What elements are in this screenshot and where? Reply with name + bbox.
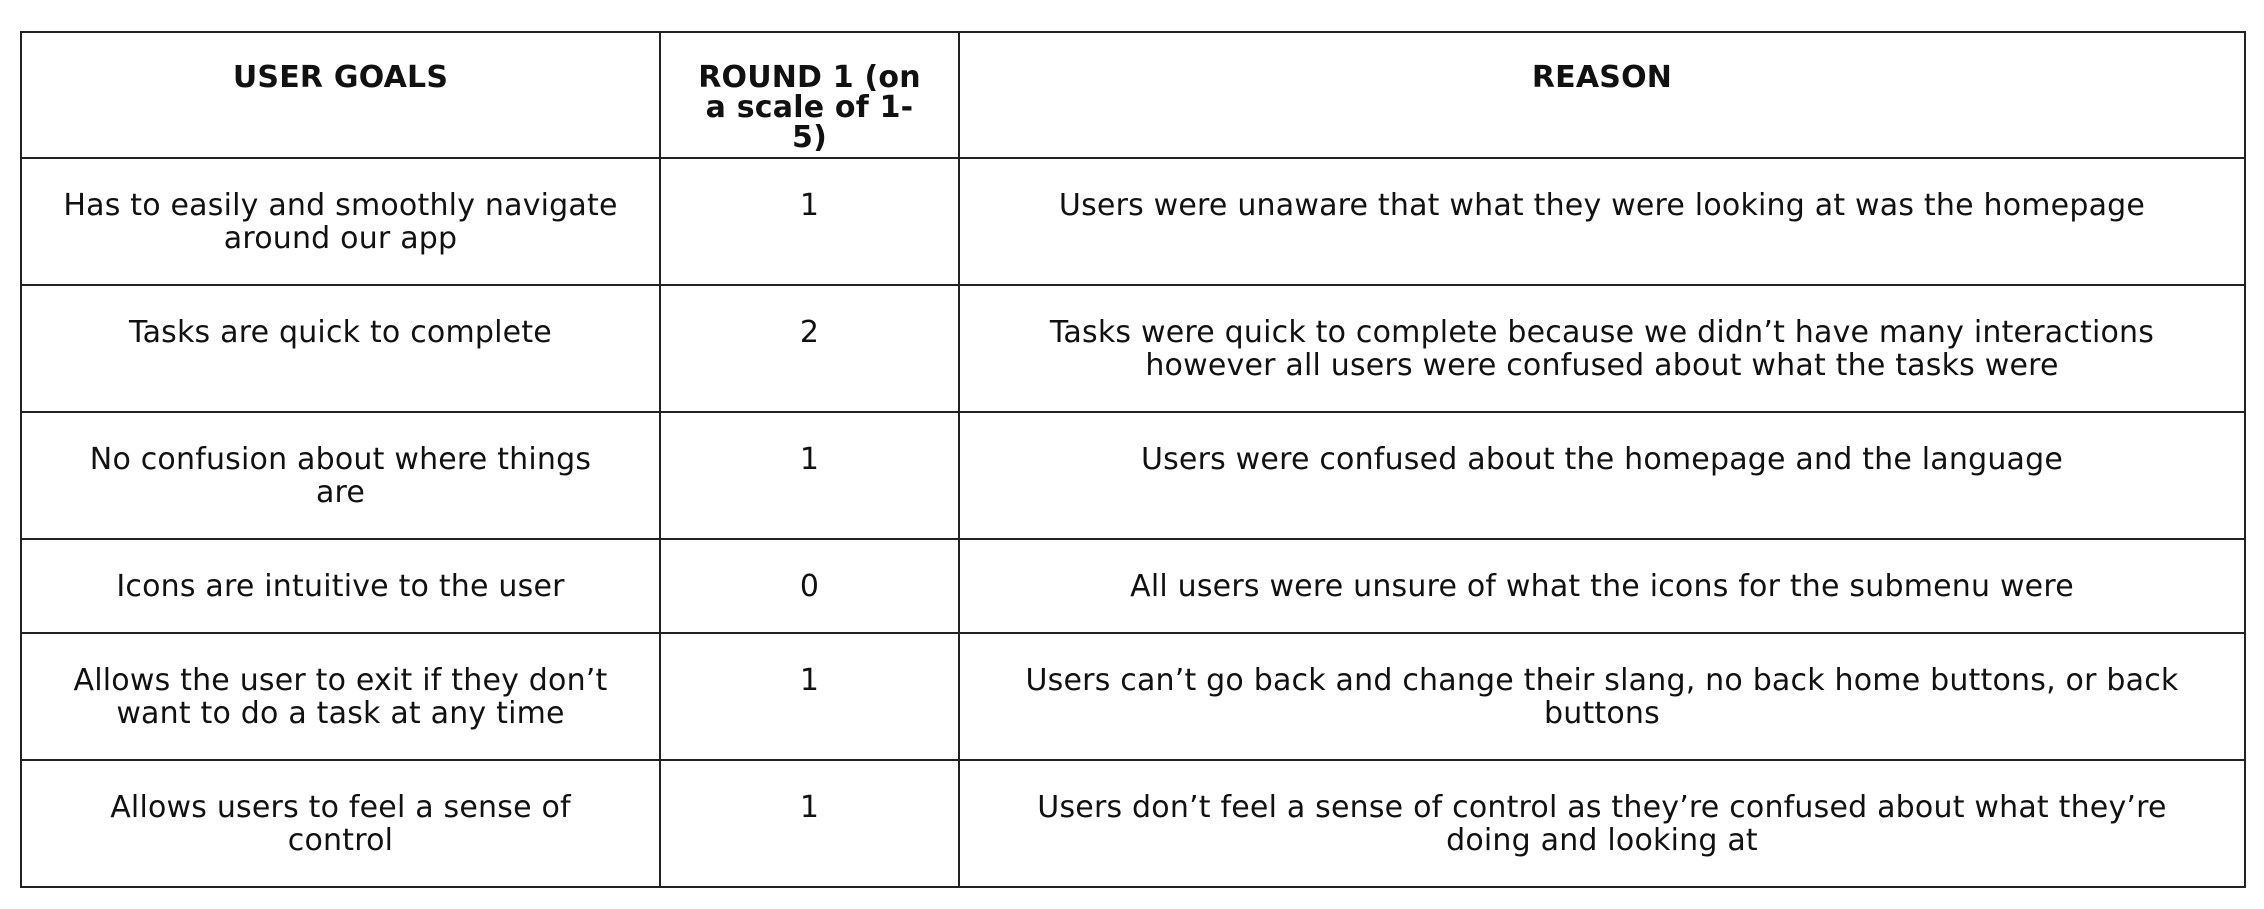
- score-cell: 2: [660, 285, 959, 412]
- reason-cell: Tasks were quick to complete because we didn’t have many interactions however all users were confused about what the tasks were: [959, 285, 2245, 412]
- reason-cell: Users can’t go back and change their slang, no back home buttons, or back buttons: [959, 633, 2245, 760]
- header-row: [21, 32, 2245, 158]
- reason-cell: Users don’t feel a sense of control as they’re confused about what they’re doing and looking at: [959, 760, 2245, 887]
- reason-cell: Users were confused about the homepage and the language: [959, 412, 2245, 539]
- table-row: [21, 158, 2245, 285]
- reason-cell: Users were unaware that what they were looking at was the homepage: [959, 158, 2245, 285]
- table-row: [21, 539, 2245, 633]
- goal-cell: Has to easily and smoothly navigate around our app: [21, 158, 660, 285]
- table-row: [21, 285, 2245, 412]
- header-reason: REASON: [959, 32, 2245, 158]
- reason-cell: All users were unsure of what the icons for the submenu were: [959, 539, 2245, 633]
- score-cell: 1: [660, 158, 959, 285]
- score-cell: 1: [660, 412, 959, 539]
- goal-cell: Allows users to feel a sense of control: [21, 760, 660, 887]
- header-round-1: ROUND 1 (on a scale of 1-5): [660, 32, 959, 158]
- table-row: [21, 412, 2245, 539]
- score-cell: 1: [660, 760, 959, 887]
- goal-cell: Tasks are quick to complete: [21, 285, 660, 412]
- user-goals-table: [20, 31, 2246, 888]
- header-user-goals: USER GOALS: [21, 32, 660, 158]
- goal-cell: Icons are intuitive to the user: [21, 539, 660, 633]
- score-cell: 0: [660, 539, 959, 633]
- table-row: [21, 633, 2245, 760]
- table-row: [21, 760, 2245, 887]
- goal-cell: Allows the user to exit if they don’t want to do a task at any time: [21, 633, 660, 760]
- evaluation-table-container: [20, 31, 2244, 886]
- score-cell: 1: [660, 633, 959, 760]
- goal-cell: No confusion about where things are: [21, 412, 660, 539]
